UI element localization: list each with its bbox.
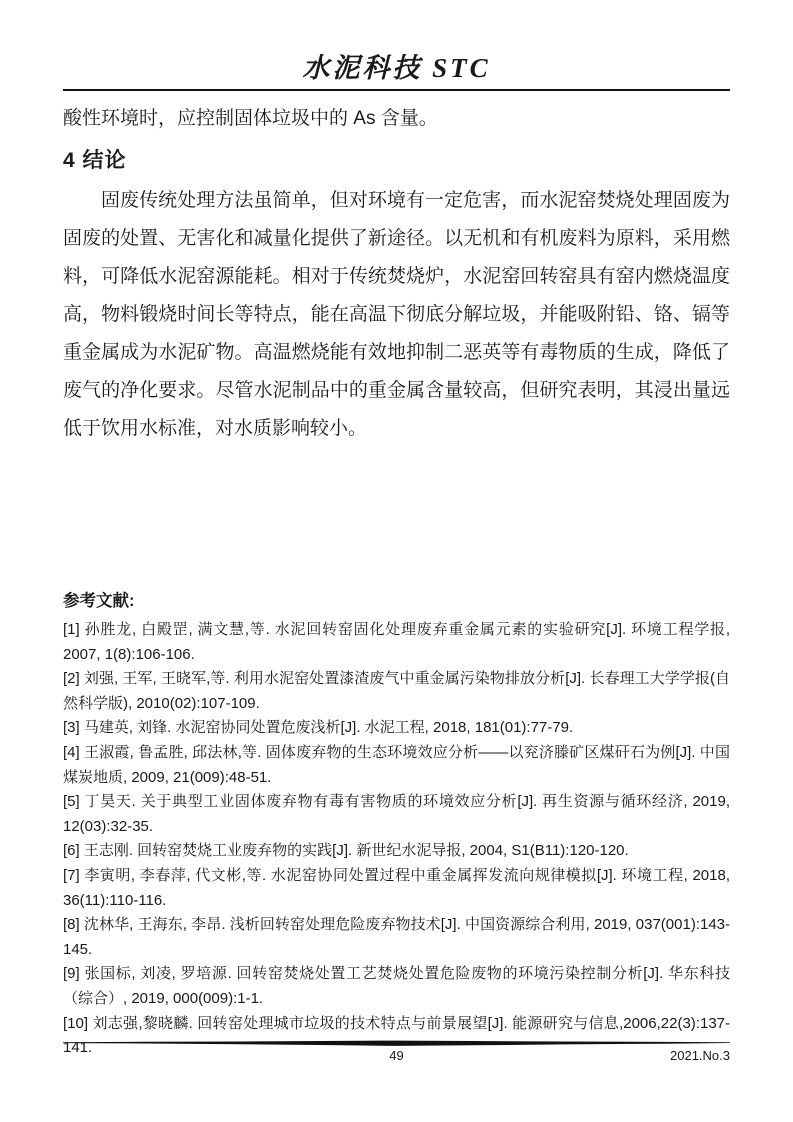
paragraph-line: 废气的净化要求。尽管水泥制品中的重金属含量较高，但研究表明，其浸出量远 xyxy=(63,380,730,401)
reference-item: [9] 张国标, 刘凌, 罗培源. 回转窑焚烧处置工艺焚烧处置危险废物的环境污染控制分析[J]. 华东科技（综合）, 2019, 000(009):1-1. xyxy=(63,965,730,1007)
footer-rule-decoration xyxy=(63,1040,730,1047)
page-number: 49 xyxy=(389,1048,404,1063)
page-header xyxy=(63,0,730,91)
footer-row xyxy=(63,1048,730,1066)
reference-item: [6] 王志刚. 回转窑焚烧工业废弃物的实践[J]. 新世纪水泥导报, 2004, S1(B11):120-120. xyxy=(63,842,629,860)
reference-item: [10] 刘志强,黎晓麟. 回转窑处理城市垃圾的技术特点与前景展望[J]. 能源研究与信息,2006,22(3):137-141. xyxy=(63,1014,730,1057)
references-heading: 参考文献: xyxy=(63,592,135,610)
paragraph-line: 重金属成为水泥矿物。高温燃烧能有效地抑制二恶英等有毒物质的生成，降低了 xyxy=(63,342,730,363)
paragraph-line: 料，可降低水泥窑源能耗。相对于传统焚烧炉，水泥窑回转窑具有窑内燃烧温度 xyxy=(63,266,730,287)
conclusion-paragraph xyxy=(63,182,730,448)
issue-label: 2021.No.3 xyxy=(670,1048,730,1063)
page-footer xyxy=(63,1040,730,1066)
section-heading: 4 结论 xyxy=(63,149,127,172)
references-section xyxy=(63,589,730,1061)
reference-item: [3] 马建英, 刘锋. 水泥窑协同处置危废浅析[J]. 水泥工程, 2018, 181(01):77-79. xyxy=(63,719,574,737)
reference-item: [8] 沈林华, 王海东, 李昂. 浅析回转窑处理危险废弃物技术[J]. 中国资源综合利用, 2019, 037(001):143-145. xyxy=(63,916,730,958)
intro-text: 酸性环境时，应控制固体垃圾中的 As 含量。 xyxy=(63,108,438,129)
paragraph-line: 固废的处置、无害化和减量化提供了新途径。以无机和有机废料为原料，采用燃 xyxy=(63,228,730,249)
journal-title: 水泥科技 STC xyxy=(302,53,491,83)
paragraph-line: 固废传统处理方法虽简单，但对环境有一定危害，而水泥窑焚烧处理固废为 xyxy=(101,190,730,211)
reference-item: [7] 李寅明, 李春萍, 代文彬,等. 水泥窑协同处置过程中重金属挥发流向规律模拟[J]. 环境工程, 2018, 36(11):110-116. xyxy=(63,866,730,909)
paragraph-line: 低于饮用水标准，对水质影响较小。 xyxy=(63,418,368,439)
reference-item: [5] 丁昊天. 关于典型工业固体废弃物有毒有害物质的环境效应分析[J]. 再生资源与循环经济, 2019, 12(03):32-35. xyxy=(63,793,730,835)
reference-item: [1] 孙胜龙, 白殿罡, 满文慧,等. 水泥回转窑固化处理废弃重金属元素的实验研究[J]. 环境工程学报, 2007, 1(8):106-106. xyxy=(63,621,730,663)
reference-item: [4] 王淑霞, 鲁孟胜, 邱法林,等. 固体废弃物的生态环境效应分析——以兖济滕矿区煤矸石为例[J]. 中国煤炭地质, 2009, 21(009):48-51. xyxy=(63,743,730,786)
reference-item: [2] 刘强, 王军, 王晓军,等. 利用水泥窑处置漆渣废气中重金属污染物排放分析[J]. 长春理工大学学报(自然科学版), 2010(02):107-109. xyxy=(63,670,730,712)
paragraph-line: 高，物料锻烧时间长等特点，能在高温下彻底分解垃圾，并能吸附铅、铬、镉等 xyxy=(63,304,730,325)
